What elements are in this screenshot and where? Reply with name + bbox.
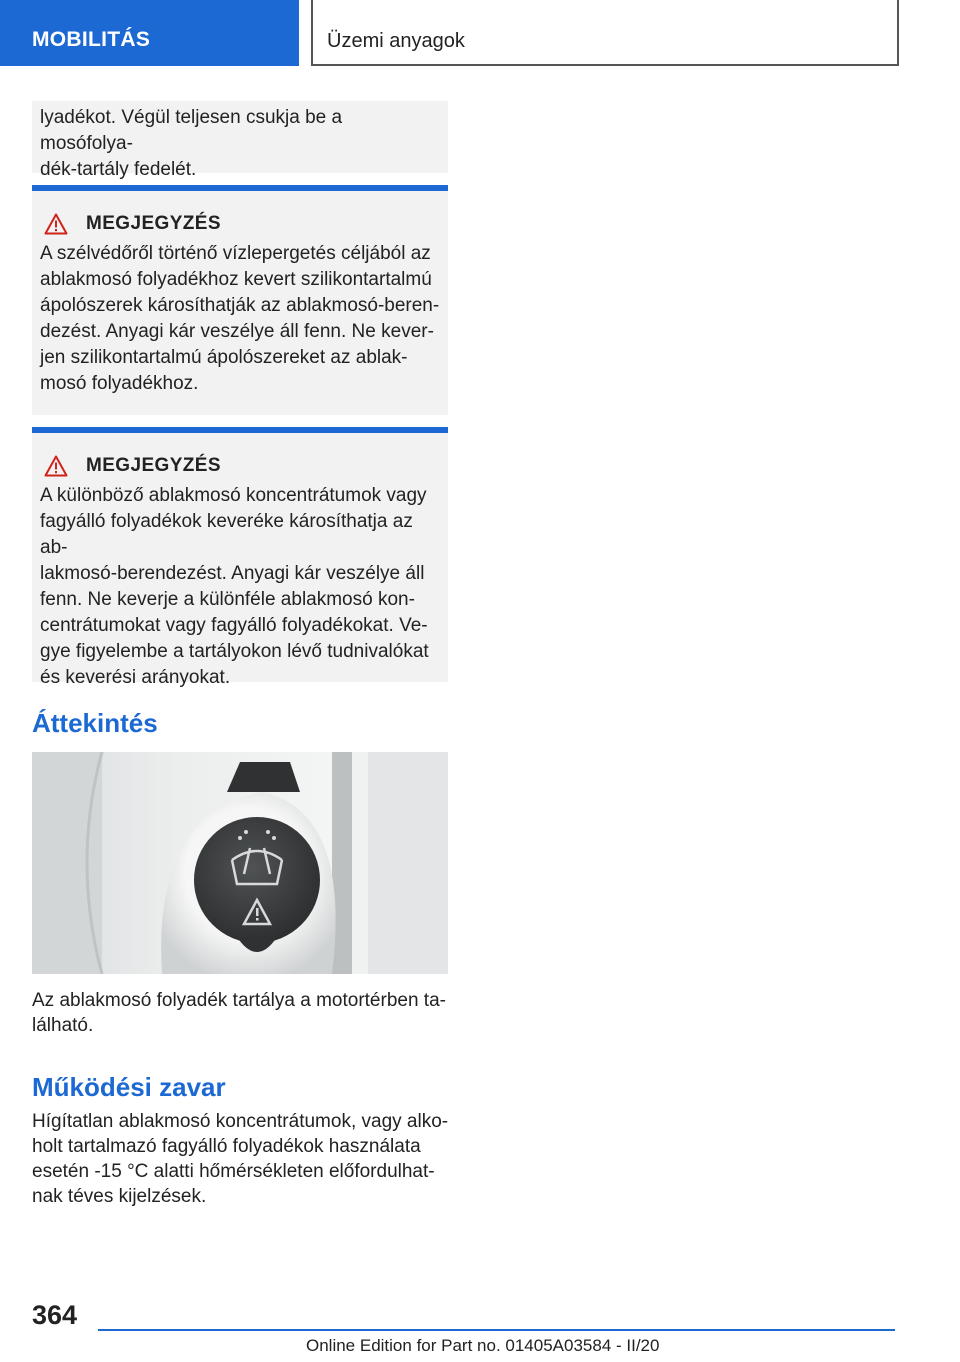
text-line: gye figyelembe a tartályokon lévő tudnivalókat xyxy=(40,641,429,662)
footer-edition: Online Edition for Part no. 01405A03584 - II/20 xyxy=(306,1336,660,1355)
text-line: lyadékot. Végül teljesen csukja be a mosófolya- xyxy=(40,107,343,154)
note-box-silicone xyxy=(32,185,448,415)
note-header xyxy=(40,211,440,237)
note-box-concentrates xyxy=(32,427,448,688)
header-section-label: MOBILITÁS xyxy=(32,28,151,51)
washer-cap-illustration xyxy=(32,752,448,974)
text-line: nak téves kijelzések. xyxy=(32,1186,207,1207)
text-line: A szélvédőről történő vízlepergetés céljából az xyxy=(40,243,431,264)
text-line: dezést. Anyagi kár veszélye áll fenn. Ne kever- xyxy=(40,321,434,342)
text-line: mosó folyadékhoz. xyxy=(40,373,199,394)
text-line: dék-tartály fedelét. xyxy=(40,159,197,180)
header-section-tab xyxy=(0,0,299,66)
text-line: lálható. xyxy=(32,1015,94,1036)
text-line: centrátumokat vagy fagyálló folyadékokat. Ve- xyxy=(40,615,428,636)
text-line: esetén -15 °C alatti hőmérsékleten előfordulhat- xyxy=(32,1161,435,1182)
overview-heading: Áttekintés xyxy=(32,708,158,738)
malfunction-heading: Működési zavar xyxy=(32,1072,226,1102)
text-line: ablakmosó folyadékhoz kevert szilikontartalmú xyxy=(40,269,432,290)
text-line: holt tartalmazó fagyálló folyadékok használata xyxy=(32,1136,421,1157)
note-title: MEGJEGYZÉS xyxy=(86,213,221,234)
text-line: lakmosó-berendezést. Anyagi kár veszélye áll xyxy=(40,563,425,584)
page-number: 364 xyxy=(32,1300,78,1330)
malfunction-text xyxy=(32,1109,452,1209)
warning-triangle-icon xyxy=(44,213,68,235)
continued-text-box xyxy=(32,101,448,180)
text-line: és keverési arányokat. xyxy=(40,667,231,688)
text-line: jen szilikontartalmú ápolószereket az ablak- xyxy=(40,347,408,368)
text-line: Az ablakmosó folyadék tartálya a motortérben ta- xyxy=(32,990,446,1011)
text-line: fagyálló folyadékok keveréke károsíthatja az ab- xyxy=(40,511,413,558)
washer-reservoir-photo xyxy=(32,752,448,974)
text-line: ápolószerek károsíthatják az ablakmosó-beren- xyxy=(40,295,440,316)
note-title: MEGJEGYZÉS xyxy=(86,455,221,476)
footer-divider xyxy=(98,1329,895,1331)
text-line: Hígítatlan ablakmosó koncentrátumok, vagy alko- xyxy=(32,1111,449,1132)
photo-caption xyxy=(32,988,452,1038)
header-chapter-tab xyxy=(311,0,899,66)
text-line: fenn. Ne keverje a különféle ablakmosó kon- xyxy=(40,589,415,610)
note-header xyxy=(40,453,440,479)
header-chapter-label: Üzemi anyagok xyxy=(327,30,465,52)
text-line: A különböző ablakmosó koncentrátumok vagy xyxy=(40,485,427,506)
warning-triangle-icon xyxy=(44,455,68,477)
